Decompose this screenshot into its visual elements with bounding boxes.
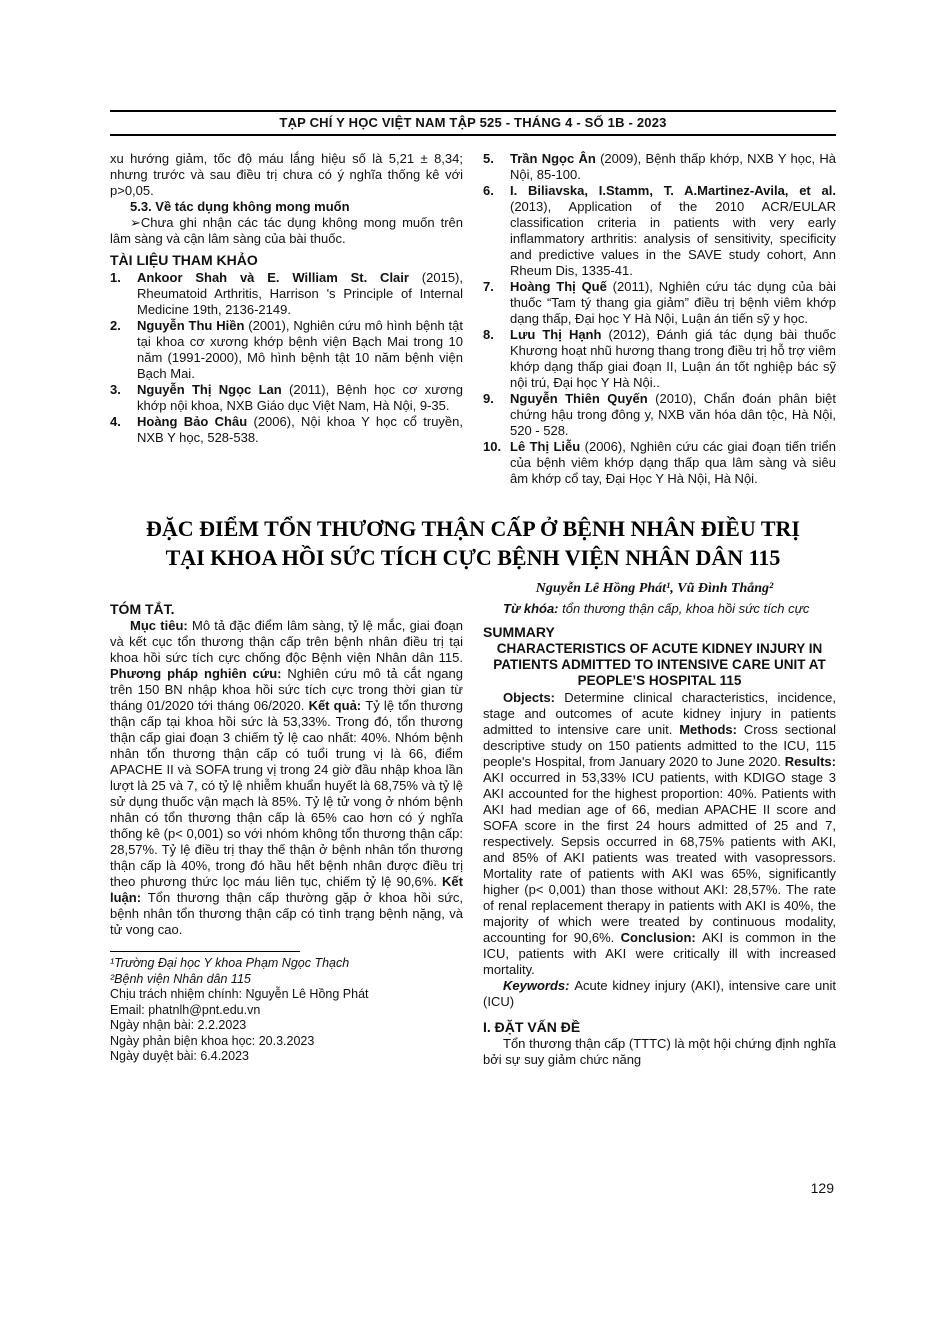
reference-item (483, 183, 836, 279)
section-5-3-heading: 5.3. Về tác dụng không mong muốn (130, 199, 350, 214)
reference-text: (2006), Nội khoa Y học cổ truyền, NXB Y học, 528-538. (137, 414, 463, 445)
reference-item (483, 151, 836, 183)
reference-number: 4. (110, 414, 121, 429)
footnote-divider (110, 951, 300, 952)
text-segment: Objects: (503, 690, 565, 705)
reference-authors: Nguyễn Thiên Quyến (510, 391, 648, 406)
journal-header-title: TẠP CHÍ Y HỌC VIỆT NAM TẬP 525 - THÁNG 4 - SỐ 1B - 2023 (279, 115, 667, 130)
reference-item (110, 270, 463, 318)
reference-number: 10. (483, 439, 502, 454)
text-segment: AKI is common in the ICU, patients with AKI were critically ill with increased mortality. (483, 930, 837, 977)
references-heading: TÀI LIỆU THAM KHẢO (110, 252, 258, 268)
abstract-vi-paragraph (110, 618, 463, 938)
journal-header (110, 110, 836, 136)
text-segment: Methods: (679, 722, 744, 737)
text-segment: Từ khóa: (503, 601, 563, 616)
reference-number: 9. (483, 391, 494, 406)
summary-heading: SUMMARY (483, 624, 555, 640)
reference-item (483, 279, 836, 327)
reference-authors: I. Biliavska, I.Stamm, T. A.Martinez-Avila, et al. (510, 183, 836, 198)
authors-left-spacer (110, 581, 473, 597)
reference-number: 8. (483, 327, 494, 342)
reference-authors: Nguyễn Thị Ngọc Lan (137, 382, 282, 397)
intro-heading: I. ĐẶT VẤN ĐỀ (483, 1019, 581, 1035)
reference-item (110, 382, 463, 414)
text-segment: Results: (784, 754, 836, 769)
reference-authors: Trần Ngọc Ân (510, 151, 596, 166)
text-segment: Tỷ lệ tổn thương thận cấp tại khoa hồi sức là 53,33%. Trong đó, tổn thương thận cấp giai đoạn 3 chiếm tỷ lệ cao nhất: 40%. Nhóm bệnh nhân tổn thương thận cấp có tuổi trung vị là 66, điểm APACHE II và SOFA trung vị trong 24 giờ đầu nhập khoa lần lượt là 25 và 7, có tỷ lệ nhiễm khuẩn huyết là 68,75% và tỷ lệ sử dụng thuốc vận mạch là 85%. Tỷ lệ tử vong ở nhóm bệnh nhân có tổn thương thận cấp là 65% cao hơn có ý nghĩa thống kê (p< 0,001) so với nhóm không tổn thương thận cấp: 28,57%. Tỷ lệ điều trị thay thế thận ở bệnh nhân tổn thương thận cấp là 40%, trong đó hầu hết bệnh nhân được điều trị theo phương thức lọc máu liên tục, chiếm tỷ lệ 90,6%. (110, 698, 463, 889)
reference-text: (2009), Bệnh thấp khớp, NXB Y học, Hà Nội, 85-100. (510, 151, 836, 182)
reference-text: (2011), Nghiên cứu tác dụng của bài thuốc “Tam tý thang gia giảm” điều trị bệnh viêm khớp dạng thấp, Đại học Y Hà Nội, Luận án tiến sỹ y học. (510, 279, 836, 326)
reference-text: (2010), Chẩn đoán phân biệt chứng hậu trong đông y, NXB văn hóa dân tộc, Hà Nội, 520 - 528. (510, 391, 836, 438)
reference-number: 6. (483, 183, 494, 198)
article-title-line-2: TẠI KHOA HỒI SỨC TÍCH CỰC BỆNH VIỆN NHÂN DÂN 115 (165, 545, 781, 570)
text-segment: Phương pháp nghiên cứu: (110, 666, 288, 681)
text-segment: tổn thương thận cấp, khoa hồi sức tích cực (562, 601, 810, 616)
text-segment: Keywords: (503, 978, 575, 993)
reference-text: (2011), Bệnh học cơ xương khớp nội khoa, NXB Giáo dục Việt Nam, Hà Nội, 9-35. (137, 382, 463, 413)
reference-text: (2013), Application of the 2010 ACR/EULAR classification criteria in patients with very early inflammatory arthritis: analysis of sensitivity, specificity and predictive values in the SAVE study cohort, Ann Rheum Dis, 1335-41. (510, 199, 836, 278)
reference-authors: Nguyễn Thu Hiền (137, 318, 245, 333)
reference-item (110, 414, 463, 446)
article-authors: Nguyễn Lê Hồng Phát¹, Vũ Đình Thắng² (535, 581, 774, 596)
reference-authors: Hoàng Thị Quế (510, 279, 607, 294)
page-content (0, 110, 942, 1068)
reference-number: 2. (110, 318, 121, 333)
article-title-line-1: ĐẶC ĐIỂM TỔN THƯƠNG THẬN CẤP Ở BỆNH NHÂN ĐIỀU TRỊ (146, 516, 800, 541)
reference-authors: Lê Thị Liễu (510, 439, 581, 454)
reference-text: (2001), Nghiên cứu mô hình bệnh tật tại khoa cơ xương khớp bệnh viện Bạch Mai trong 10 năm (1991-2000), Mô hình bệnh tật 10 năm bệnh viện Bạch Mai. (137, 318, 464, 381)
reference-item (110, 318, 463, 382)
reference-item (483, 391, 836, 439)
reference-text: (2015), Rheumatoid Arthritis, Harrison 's Principle of Internal Medicine 19th, 2136-2149. (137, 270, 463, 317)
top-left-column (110, 151, 463, 487)
reference-number: 7. (483, 279, 494, 294)
text-segment: Kết quả: (308, 698, 366, 713)
article-title (110, 514, 836, 572)
reference-authors: Hoàng Bảo Châu (137, 414, 248, 429)
previous-article-end-section (110, 151, 836, 487)
footnote-line: Chịu trách nhiệm chính: Nguyễn Lê Hồng Phát (110, 987, 369, 1001)
text-segment: Tổn thương thận cấp thường gặp ở khoa hồi sức, bệnh nhân tổn thương thận cấp có tình trạng bệnh nặng, và tử vong cao. (110, 890, 464, 937)
keywords-en-paragraph (483, 978, 836, 1010)
reference-authors: Ankoor Shah và E. William St. Clair (137, 270, 409, 285)
reference-item (483, 439, 836, 487)
footnote-line: Ngày duyệt bài: 6.4.2023 (110, 1049, 249, 1063)
reference-text: (2012), Đánh giá tác dụng bài thuốc Khương hoạt nhũ hương thang trong điều trị hỗ trợ viêm khớp dạng thấp giai đoạn II, Luận án tốt nghiệp bác sỹ nội trú, Đại học Y Hà Nội.. (510, 327, 837, 390)
body-right-column (483, 601, 836, 1068)
text-segment: AKI occurred in 53,33% ICU patients, with KDIGO stage 3 AKI accounted for the highest proportion: 40%. Patients with AKI had median age of 66, median APACHE II score and SOFA score in the first 24 hours admitted of 25 and 7, respectively. Sepsis occurred in 68,75% patients with AKI, and 85% of AKI patients was treated with vasopressors. Mortality rate of patients with AKI was 65%, significantly higher (p< 0,001) than those without AKI: 28,57%. The rate of renal replacement therapy in patients with AKI is 40%, the majority of which were treated by continuous modality, accounting for 90,6%. (483, 770, 836, 945)
abstract-vi-heading: TÓM TẮT. (110, 601, 175, 617)
text-segment: Determine clinical characteristics, incidence, stage and outcomes of acute kidney injury in patients admitted to intensive care unit. (483, 690, 837, 737)
prev-article-tail-paragraph: xu hướng giảm, tốc độ máu lắng hiệu số là 5,21 ± 8,34; nhưng trước và sau điều trị chưa có ý nghĩa thống kê với p>0,05. (110, 151, 463, 198)
footnote-affiliation-1: ¹Trường Đại học Y khoa Phạm Ngọc Thạch (110, 956, 350, 970)
reference-number: 5. (483, 151, 494, 166)
page-number: 129 (810, 1180, 834, 1196)
text-segment: Mô tả đặc điểm lâm sàng, tỷ lệ mắc, giai đoạn và kết cục tổn thương thận cấp trên bệnh nhân điều trị tại khoa hồi sức tích cực chống độc Bệnh viện Nhân dân 115. (110, 618, 463, 665)
keywords-vi-paragraph (483, 601, 836, 617)
text-segment: Mục tiêu: (130, 618, 192, 633)
intro-paragraph: Tổn thương thận cấp (TTTC) là một hội chứng định nghĩa bởi sự suy giảm chức năng (483, 1036, 836, 1067)
footnote-line: Ngày phản biện khoa học: 20.3.2023 (110, 1033, 315, 1048)
reference-authors: Lưu Thị Hạnh (510, 327, 602, 342)
top-right-column (483, 151, 836, 487)
authors-row (110, 581, 836, 597)
text-segment: Conclusion: (620, 930, 703, 945)
reference-number: 1. (110, 270, 121, 285)
reference-number: 3. (110, 382, 121, 397)
text-segment: Cross sectional descriptive study on 150 patients admitted to the ICU, 115 people's Hospital, from January 2020 to June 2020. (483, 722, 836, 769)
text-segment: Kết luận: (110, 874, 463, 905)
text-segment: Acute kidney injury (AKI), intensive care unit (ICU) (483, 978, 837, 1009)
reference-item (483, 327, 836, 391)
adverse-effects-paragraph: ➢Chưa ghi nhận các tác dụng không mong muốn trên lâm sàng và cận lâm sàng của bài thuốc. (110, 215, 463, 246)
footnote-block (110, 951, 463, 1065)
abstract-en-paragraph (483, 690, 836, 978)
body-left-column (110, 601, 463, 1068)
footnote-line: Ngày nhận bài: 2.2.2023 (110, 1018, 247, 1032)
summary-title-en: CHARACTERISTICS OF ACUTE KIDNEY INJURY IN PATIENTS ADMITTED TO INTENSIVE CARE UNIT AT PEOPLE’S HOSPITAL 115 (493, 641, 826, 688)
text-segment: Nghiên cứu mô tả cắt ngang trên 150 BN nhập khoa hồi sức tích cực trong thời gian từ tháng 01/2020 tới tháng 06/2020. (110, 666, 463, 713)
footnote-line: Email: phatnlh@pnt.edu.vn (110, 1002, 261, 1017)
footnote-affiliation-2: ²Bệnh viện Nhân dân 115 (110, 971, 251, 986)
article-body-section (110, 601, 836, 1068)
reference-text: (2006), Nghiên cứu các giai đoạn tiến triển của bệnh viêm khớp dạng thấp qua lâm sàng và siêu âm khớp cổ tay, Đại Học Y Hà Nội, Hà Nội. (510, 439, 836, 486)
